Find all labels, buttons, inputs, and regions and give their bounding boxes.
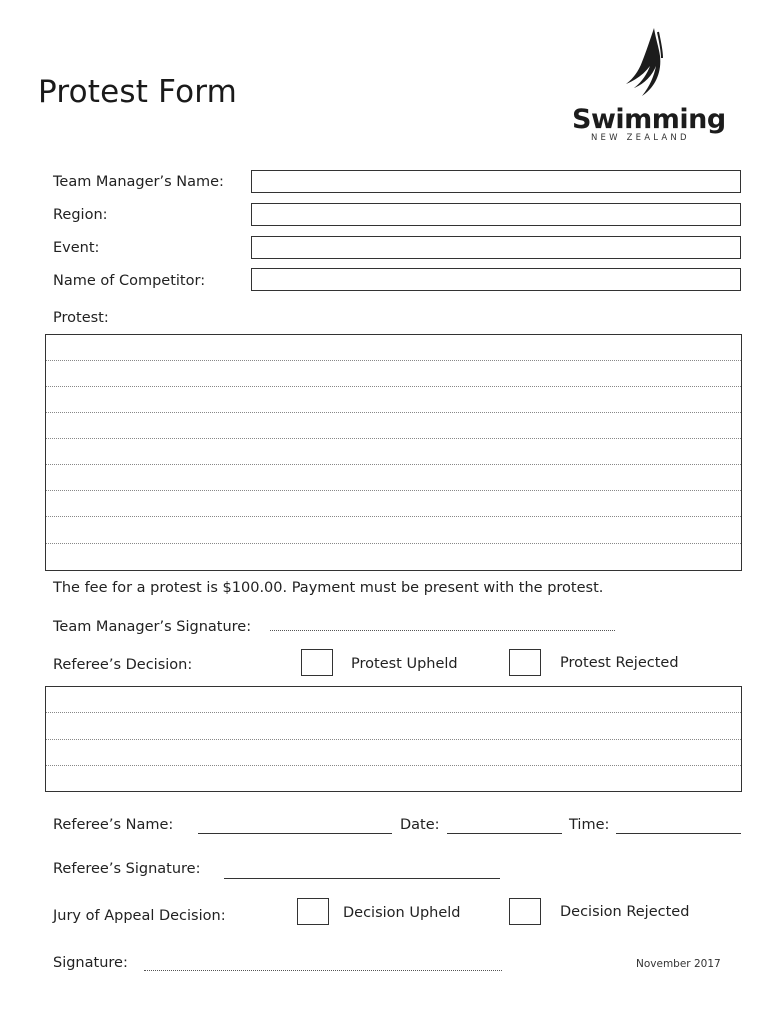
referee-name-label: Referee’s Name:: [53, 817, 174, 833]
protest-upheld-label: Protest Upheld: [351, 656, 458, 672]
referee-signature-line[interactable]: [224, 878, 500, 879]
decision-rejected-label: Decision Rejected: [560, 904, 690, 920]
time-label: Time:: [569, 817, 610, 833]
time-line[interactable]: [616, 833, 741, 834]
logo-wordmark: Swimming: [572, 104, 726, 135]
referee-decision-textarea[interactable]: [45, 686, 742, 792]
decision-rejected-checkbox[interactable]: [509, 898, 541, 925]
referee-signature-label: Referee’s Signature:: [53, 861, 201, 877]
decision-upheld-label: Decision Upheld: [343, 905, 461, 921]
event-label: Event:: [53, 240, 100, 256]
page-title: Protest Form: [38, 74, 238, 110]
protest-textarea[interactable]: [45, 334, 742, 571]
logo-subtitle: NEW ZEALAND: [591, 133, 690, 143]
competitor-field[interactable]: [251, 268, 741, 291]
competitor-label: Name of Competitor:: [53, 273, 206, 289]
protest-rejected-label: Protest Rejected: [560, 655, 679, 671]
protest-upheld-checkbox[interactable]: [301, 649, 333, 676]
referee-decision-label: Referee’s Decision:: [53, 657, 193, 673]
protest-label: Protest:: [53, 310, 109, 326]
footer-date: November 2017: [636, 958, 721, 970]
event-field[interactable]: [251, 236, 741, 259]
date-label: Date:: [400, 817, 440, 833]
team-manager-signature-line[interactable]: [270, 629, 615, 631]
signature-label: Signature:: [53, 955, 128, 971]
region-field[interactable]: [251, 203, 741, 226]
jury-decision-label: Jury of Appeal Decision:: [53, 908, 226, 924]
decision-upheld-checkbox[interactable]: [297, 898, 329, 925]
date-line[interactable]: [447, 833, 562, 834]
fee-note: The fee for a protest is $100.00. Payment must be present with the protest.: [53, 580, 604, 596]
protest-rejected-checkbox[interactable]: [509, 649, 541, 676]
region-label: Region:: [53, 207, 108, 223]
team-manager-field[interactable]: [251, 170, 741, 193]
team-manager-signature-label: Team Manager’s Signature:: [53, 619, 252, 635]
referee-name-line[interactable]: [198, 833, 392, 834]
signature-line[interactable]: [144, 969, 502, 971]
team-manager-label: Team Manager’s Name:: [53, 174, 224, 190]
swimming-nz-logo-icon: [620, 26, 668, 110]
